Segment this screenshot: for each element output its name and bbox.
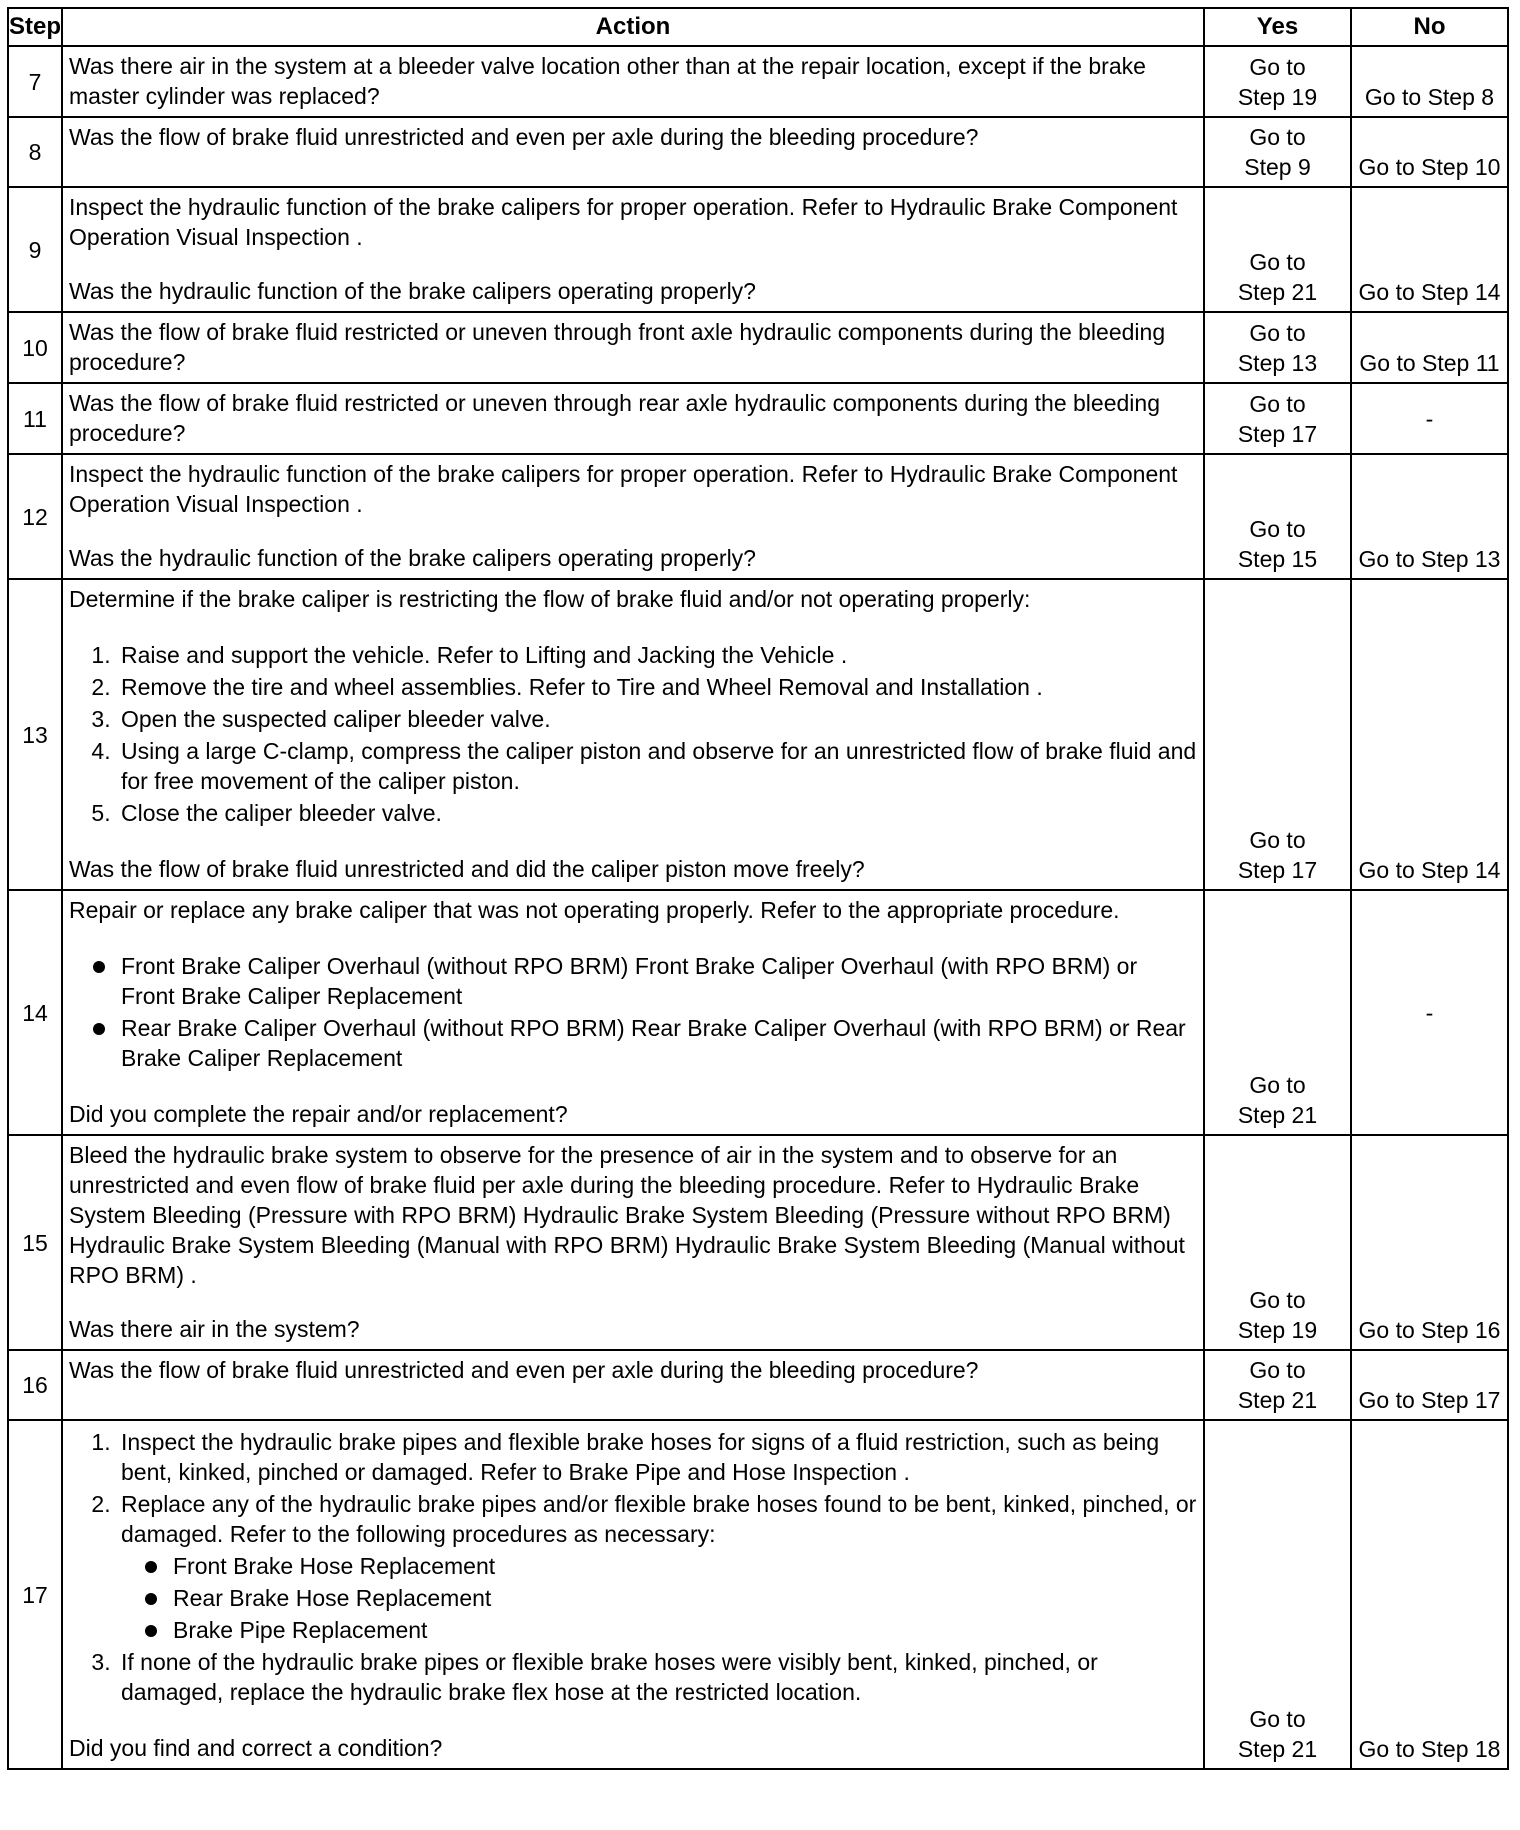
action-cell: [62, 312, 1204, 383]
table-row: [8, 579, 1508, 890]
yes-cell: [1204, 579, 1351, 890]
list-item: 4. Using a large C-clamp, compress the caliper piston and observe for an unrestricted flow of brake fluid and for free movement of the caliper piston.: [117, 736, 1197, 796]
yes-cell: [1204, 383, 1351, 454]
question-text: Was the flow of brake fluid unrestricted and did the caliper piston move freely?: [69, 856, 865, 882]
step-number: 8: [8, 117, 62, 187]
diagnostic-table-page: [7, 7, 1507, 1770]
list-item: 1. Raise and support the vehicle. Refer to Lifting and Jacking the Vehicle .: [117, 640, 1197, 670]
diagnostic-table: [7, 7, 1509, 1770]
list-item: 5. Close the caliper bleeder valve.: [117, 798, 1197, 828]
yes-cell: [1204, 187, 1351, 312]
instruction-text: Inspect the hydraulic function of the brake calipers for proper operation. Refer to Hydraulic Brake Component Operation Visual Inspection .: [69, 194, 1178, 250]
instruction-text: Inspect the hydraulic function of the brake calipers for proper operation. Refer to Hydraulic Brake Component Operation Visual Inspection .: [69, 461, 1178, 517]
yes-cell: [1204, 46, 1351, 117]
table-row: [8, 890, 1508, 1135]
header-no: No: [1351, 8, 1508, 46]
question-text: Was there air in the system?: [69, 1316, 360, 1342]
yes-result: Go to Step 17: [1237, 827, 1318, 883]
table-row: [8, 454, 1508, 579]
yes-result: Go to Step 19: [1237, 1287, 1318, 1343]
no-result: -: [1351, 383, 1508, 454]
list-item: 1. Inspect the hydraulic brake pipes and flexible brake hoses for signs of a fluid restriction, such as being bent, kinked, pinched or damaged. Refer to Brake Pipe and Hose Inspection .: [117, 1427, 1197, 1487]
sub-bullet-list: [121, 1551, 1197, 1645]
action-cell: [62, 890, 1204, 1135]
yes-result: Go to Step 13: [1237, 320, 1318, 376]
yes-result: Go to Step 19: [1237, 54, 1318, 110]
no-result: Go to Step 17: [1351, 1350, 1508, 1420]
step-number: 16: [8, 1350, 62, 1420]
question-text: Was the hydraulic function of the brake calipers operating properly?: [69, 545, 756, 571]
table-row: [8, 117, 1508, 187]
no-result: Go to Step 13: [1351, 454, 1508, 579]
yes-cell: [1204, 1420, 1351, 1769]
question-text: Was the flow of brake fluid unrestricted and even per axle during the bleeding procedure?: [69, 1357, 979, 1383]
no-result: Go to Step 18: [1351, 1420, 1508, 1769]
step-number: 15: [8, 1135, 62, 1350]
procedure-list: [69, 640, 1197, 828]
yes-cell: [1204, 312, 1351, 383]
question-text: Was the flow of brake fluid restricted or uneven through rear axle hydraulic components during the bleeding procedure?: [69, 390, 1160, 446]
step-number: 10: [8, 312, 62, 383]
yes-result: Go to Step 9: [1244, 124, 1311, 180]
yes-cell: [1204, 890, 1351, 1135]
question-text: Was there air in the system at a bleeder valve location other than at the repair location, except if the brake master cylinder was replaced?: [69, 53, 1146, 109]
question-text: Did you complete the repair and/or replacement?: [69, 1101, 568, 1127]
action-cell: [62, 579, 1204, 890]
yes-result: Go to Step 15: [1237, 516, 1318, 572]
table-row: [8, 187, 1508, 312]
question-text: Was the flow of brake fluid unrestricted and even per axle during the bleeding procedure?: [69, 124, 979, 150]
step-number: 12: [8, 454, 62, 579]
yes-cell: [1204, 1350, 1351, 1420]
procedure-list: [69, 1427, 1197, 1707]
yes-result: Go to Step 21: [1237, 1072, 1318, 1128]
step-number: 7: [8, 46, 62, 117]
bullet-list: [69, 951, 1197, 1073]
table-row: [8, 312, 1508, 383]
action-cell: [62, 187, 1204, 312]
question-text: Did you find and correct a condition?: [69, 1735, 443, 1761]
no-result: -: [1351, 890, 1508, 1135]
list-item: 3. If none of the hydraulic brake pipes or flexible brake hoses were visibly bent, kinked, pinched, or damaged, replace the hydraulic brake flex hose at the restricted location.: [117, 1647, 1197, 1707]
header-row: [8, 8, 1508, 46]
step-number: 11: [8, 383, 62, 454]
yes-result: Go to Step 21: [1237, 249, 1318, 305]
list-item-text: Replace any of the hydraulic brake pipes and/or flexible brake hoses found to be bent, kinked, pinched, or damaged. Refer to the following procedures as necessary:: [121, 1491, 1197, 1547]
action-cell: [62, 117, 1204, 187]
no-result: Go to Step 10: [1351, 117, 1508, 187]
step-number: 17: [8, 1420, 62, 1769]
yes-result: Go to Step 21: [1237, 1357, 1318, 1413]
no-result: Go to Step 16: [1351, 1135, 1508, 1350]
sub-list-item: Brake Pipe Replacement: [169, 1615, 1197, 1645]
instruction-text: Determine if the brake caliper is restricting the flow of brake fluid and/or not operating properly:: [69, 586, 1031, 612]
list-item: 3. Open the suspected caliper bleeder valve.: [117, 704, 1197, 734]
question-text: Was the flow of brake fluid restricted or uneven through front axle hydraulic components during the bleeding procedure?: [69, 319, 1166, 375]
action-cell: [62, 1420, 1204, 1769]
instruction-text: Bleed the hydraulic brake system to observe for the presence of air in the system and to observe for an unrestricted and even flow of brake fluid per axle during the bleeding procedure. Refer to Hydraulic Brake System Bleeding (Pressure with RPO BRM) Hydraulic Brake System Bleeding (Pressure without RPO BRM) Hydraulic Brake System Bleeding (Manual with RPO BRM) Hydraulic Brake System Bleeding (Manual without RPO BRM) .: [69, 1142, 1185, 1288]
yes-cell: [1204, 454, 1351, 579]
sub-list-item: Rear Brake Hose Replacement: [169, 1583, 1197, 1613]
no-result: Go to Step 8: [1351, 46, 1508, 117]
step-number: 9: [8, 187, 62, 312]
action-cell: [62, 1350, 1204, 1420]
step-number: 13: [8, 579, 62, 890]
action-cell: [62, 46, 1204, 117]
list-item: Rear Brake Caliper Overhaul (without RPO BRM) Rear Brake Caliper Overhaul (with RPO BRM) or Rear Brake Caliper Replacement: [117, 1013, 1197, 1073]
table-row: [8, 1135, 1508, 1350]
yes-result: Go to Step 17: [1237, 391, 1318, 447]
action-cell: [62, 454, 1204, 579]
list-item: Front Brake Caliper Overhaul (without RPO BRM) Front Brake Caliper Overhaul (with RPO BRM) or Front Brake Caliper Replacement: [117, 951, 1197, 1011]
instruction-text: Repair or replace any brake caliper that was not operating properly. Refer to the appropriate procedure.: [69, 897, 1120, 923]
header-yes: Yes: [1204, 8, 1351, 46]
step-number: 14: [8, 890, 62, 1135]
no-result: Go to Step 11: [1351, 312, 1508, 383]
table-row: [8, 383, 1508, 454]
header-step: Step: [8, 8, 62, 46]
list-item: 2. Remove the tire and wheel assemblies. Refer to Tire and Wheel Removal and Installation .: [117, 672, 1197, 702]
table-row: [8, 46, 1508, 117]
action-cell: [62, 1135, 1204, 1350]
yes-cell: [1204, 117, 1351, 187]
table-row: [8, 1420, 1508, 1769]
no-result: Go to Step 14: [1351, 579, 1508, 890]
action-cell: [62, 383, 1204, 454]
header-action: Action: [62, 8, 1204, 46]
list-item: [117, 1489, 1197, 1645]
table-row: [8, 1350, 1508, 1420]
yes-cell: [1204, 1135, 1351, 1350]
question-text: Was the hydraulic function of the brake calipers operating properly?: [69, 278, 756, 304]
sub-list-item: Front Brake Hose Replacement: [169, 1551, 1197, 1581]
no-result: Go to Step 14: [1351, 187, 1508, 312]
yes-result: Go to Step 21: [1237, 1706, 1318, 1762]
